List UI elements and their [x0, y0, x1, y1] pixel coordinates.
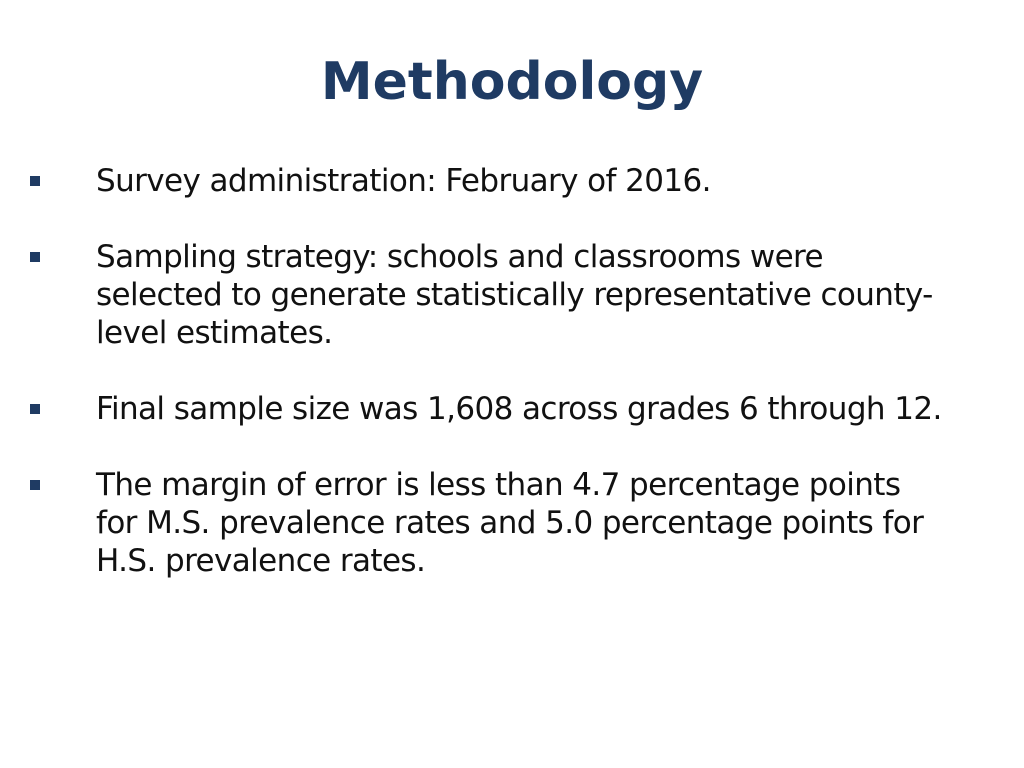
bullet-text-line: level estimates.: [96, 315, 333, 351]
bullet-text-line: Final sample size was 1,608 across grades 6 through 12.: [96, 391, 942, 427]
bullet-item: [0, 238, 1024, 352]
square-bullet-icon: [30, 480, 40, 490]
square-bullet-icon: [30, 176, 40, 186]
slide-title: Methodology: [320, 52, 704, 112]
square-bullet-icon: [30, 404, 40, 414]
bullet-text-line: for M.S. prevalence rates and 5.0 percentage points for: [96, 505, 924, 541]
square-bullet-icon: [30, 252, 40, 262]
bullet-item: [0, 466, 1024, 580]
bullet-text-line: H.S. prevalence rates.: [96, 543, 426, 579]
bullet-item: [0, 162, 1024, 200]
bullet-list: [0, 162, 1024, 618]
bullet-text-line: Survey administration: February of 2016.: [96, 163, 711, 199]
bullet-text-line: Sampling strategy: schools and classrooms were: [96, 239, 823, 275]
bullet-item: [0, 390, 1024, 428]
bullet-text-line: selected to generate statistically representative county-: [96, 277, 933, 313]
bullet-text-line: The margin of error is less than 4.7 percentage points: [96, 467, 901, 503]
